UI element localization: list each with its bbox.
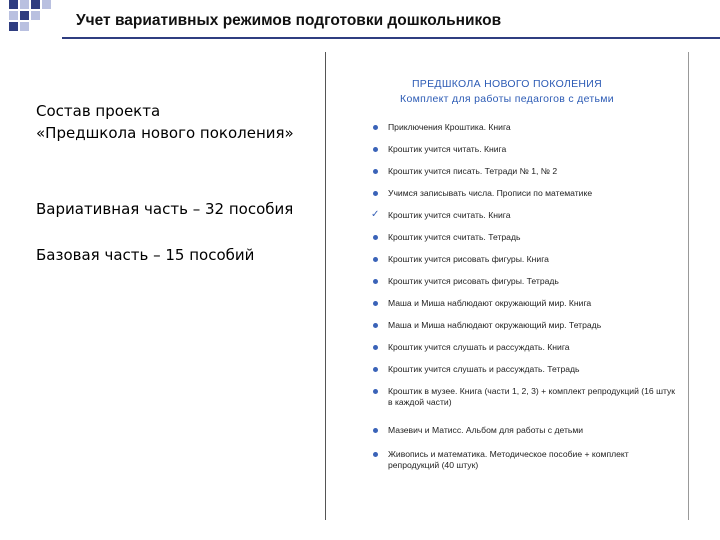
slide-title: Учет вариативных режимов подготовки дошкольников	[76, 12, 502, 29]
document-list-item	[370, 232, 680, 243]
document-list-item-text: Кроштик учится считать. Тетрадь	[388, 232, 521, 242]
title-underline	[62, 37, 720, 39]
document-list-item-text: Кроштик учится рисовать фигуры. Книга	[388, 254, 549, 264]
document-list-item-text: Маша и Миша наблюдают окружающий мир. Книга	[388, 298, 592, 308]
document-list-item	[370, 188, 680, 199]
bullet-icon	[373, 191, 378, 196]
document-list-item-text: Маша и Миша наблюдают окружающий мир. Тетрадь	[388, 320, 602, 330]
bullet-icon	[373, 169, 378, 174]
document-list-item	[370, 210, 680, 221]
deco-square	[9, 22, 18, 31]
document-list-item	[370, 320, 680, 331]
bullet-icon	[373, 257, 378, 262]
bullet-icon	[373, 452, 378, 457]
bullet-icon	[373, 301, 378, 306]
check-icon: ✓	[371, 209, 380, 220]
project-composition	[36, 100, 294, 144]
document-list-item	[370, 254, 680, 265]
document-list-item	[370, 386, 680, 408]
scanned-document	[325, 52, 689, 520]
document-list-item	[370, 144, 680, 155]
deco-square	[20, 11, 29, 20]
deco-square	[31, 11, 40, 20]
document-list-item-text: Живопись и математика. Методическое пособие + комплект репродукций (40 штук)	[388, 449, 629, 470]
bullet-icon	[373, 125, 378, 130]
bullet-icon	[373, 235, 378, 240]
document-list-item-text: Кроштик учится считать. Книга	[388, 210, 511, 220]
document-list-item	[370, 364, 680, 375]
document-item-list	[370, 122, 680, 471]
document-list-item-text: Кроштик в музее. Книга (части 1, 2, 3) + комплект репродукций (16 штук в каждой части)	[388, 386, 676, 407]
document-list-item-text: Приключения Кроштика. Книга	[388, 122, 511, 132]
document-list-item	[370, 449, 680, 471]
deco-square	[9, 0, 18, 9]
document-header-title: ПРЕДШКОЛА НОВОГО ПОКОЛЕНИЯ	[411, 78, 603, 90]
deco-square	[42, 0, 51, 9]
base-part-text: Базовая часть – 15 пособий	[36, 246, 255, 264]
bullet-icon	[373, 389, 378, 394]
deco-square	[20, 22, 29, 31]
decorative-squares	[0, 0, 60, 40]
variative-part-text: Вариативная часть – 32 пособия	[36, 200, 294, 218]
deco-square	[20, 0, 29, 9]
document-list-item-text: Кроштик учится слушать и рассуждать. Тетрадь	[388, 364, 580, 374]
bullet-icon	[373, 367, 378, 372]
document-list-item	[370, 276, 680, 287]
deco-square	[31, 0, 40, 9]
document-header-subtitle: Комплект для работы педагогов с детьми	[400, 93, 614, 105]
document-list-item-text: Кроштик учится писать. Тетради № 1, № 2	[388, 166, 558, 176]
document-list-item	[370, 298, 680, 309]
document-list-item	[370, 425, 680, 436]
bullet-icon	[373, 279, 378, 284]
document-list-item-text: Кроштик учится рисовать фигуры. Тетрадь	[388, 276, 559, 286]
document-list-item	[370, 342, 680, 353]
document-list-item-text: Кроштик учится читать. Книга	[388, 144, 507, 154]
bullet-icon	[373, 428, 378, 433]
document-list-item	[370, 166, 680, 177]
document-list-item-text: Учимся записывать числа. Прописи по математике	[388, 188, 593, 198]
deco-square	[9, 11, 18, 20]
project-composition-line2: «Предшкола нового поколения»	[36, 124, 294, 142]
project-composition-line1: Состав проекта	[36, 102, 161, 120]
document-list-item-text: Мазевич и Матисс. Альбом для работы с детьми	[388, 425, 584, 435]
bullet-icon	[373, 345, 378, 350]
document-list-item	[370, 122, 680, 133]
bullet-icon	[373, 323, 378, 328]
bullet-icon	[373, 147, 378, 152]
document-list-item-text: Кроштик учится слушать и рассуждать. Книга	[388, 342, 570, 352]
